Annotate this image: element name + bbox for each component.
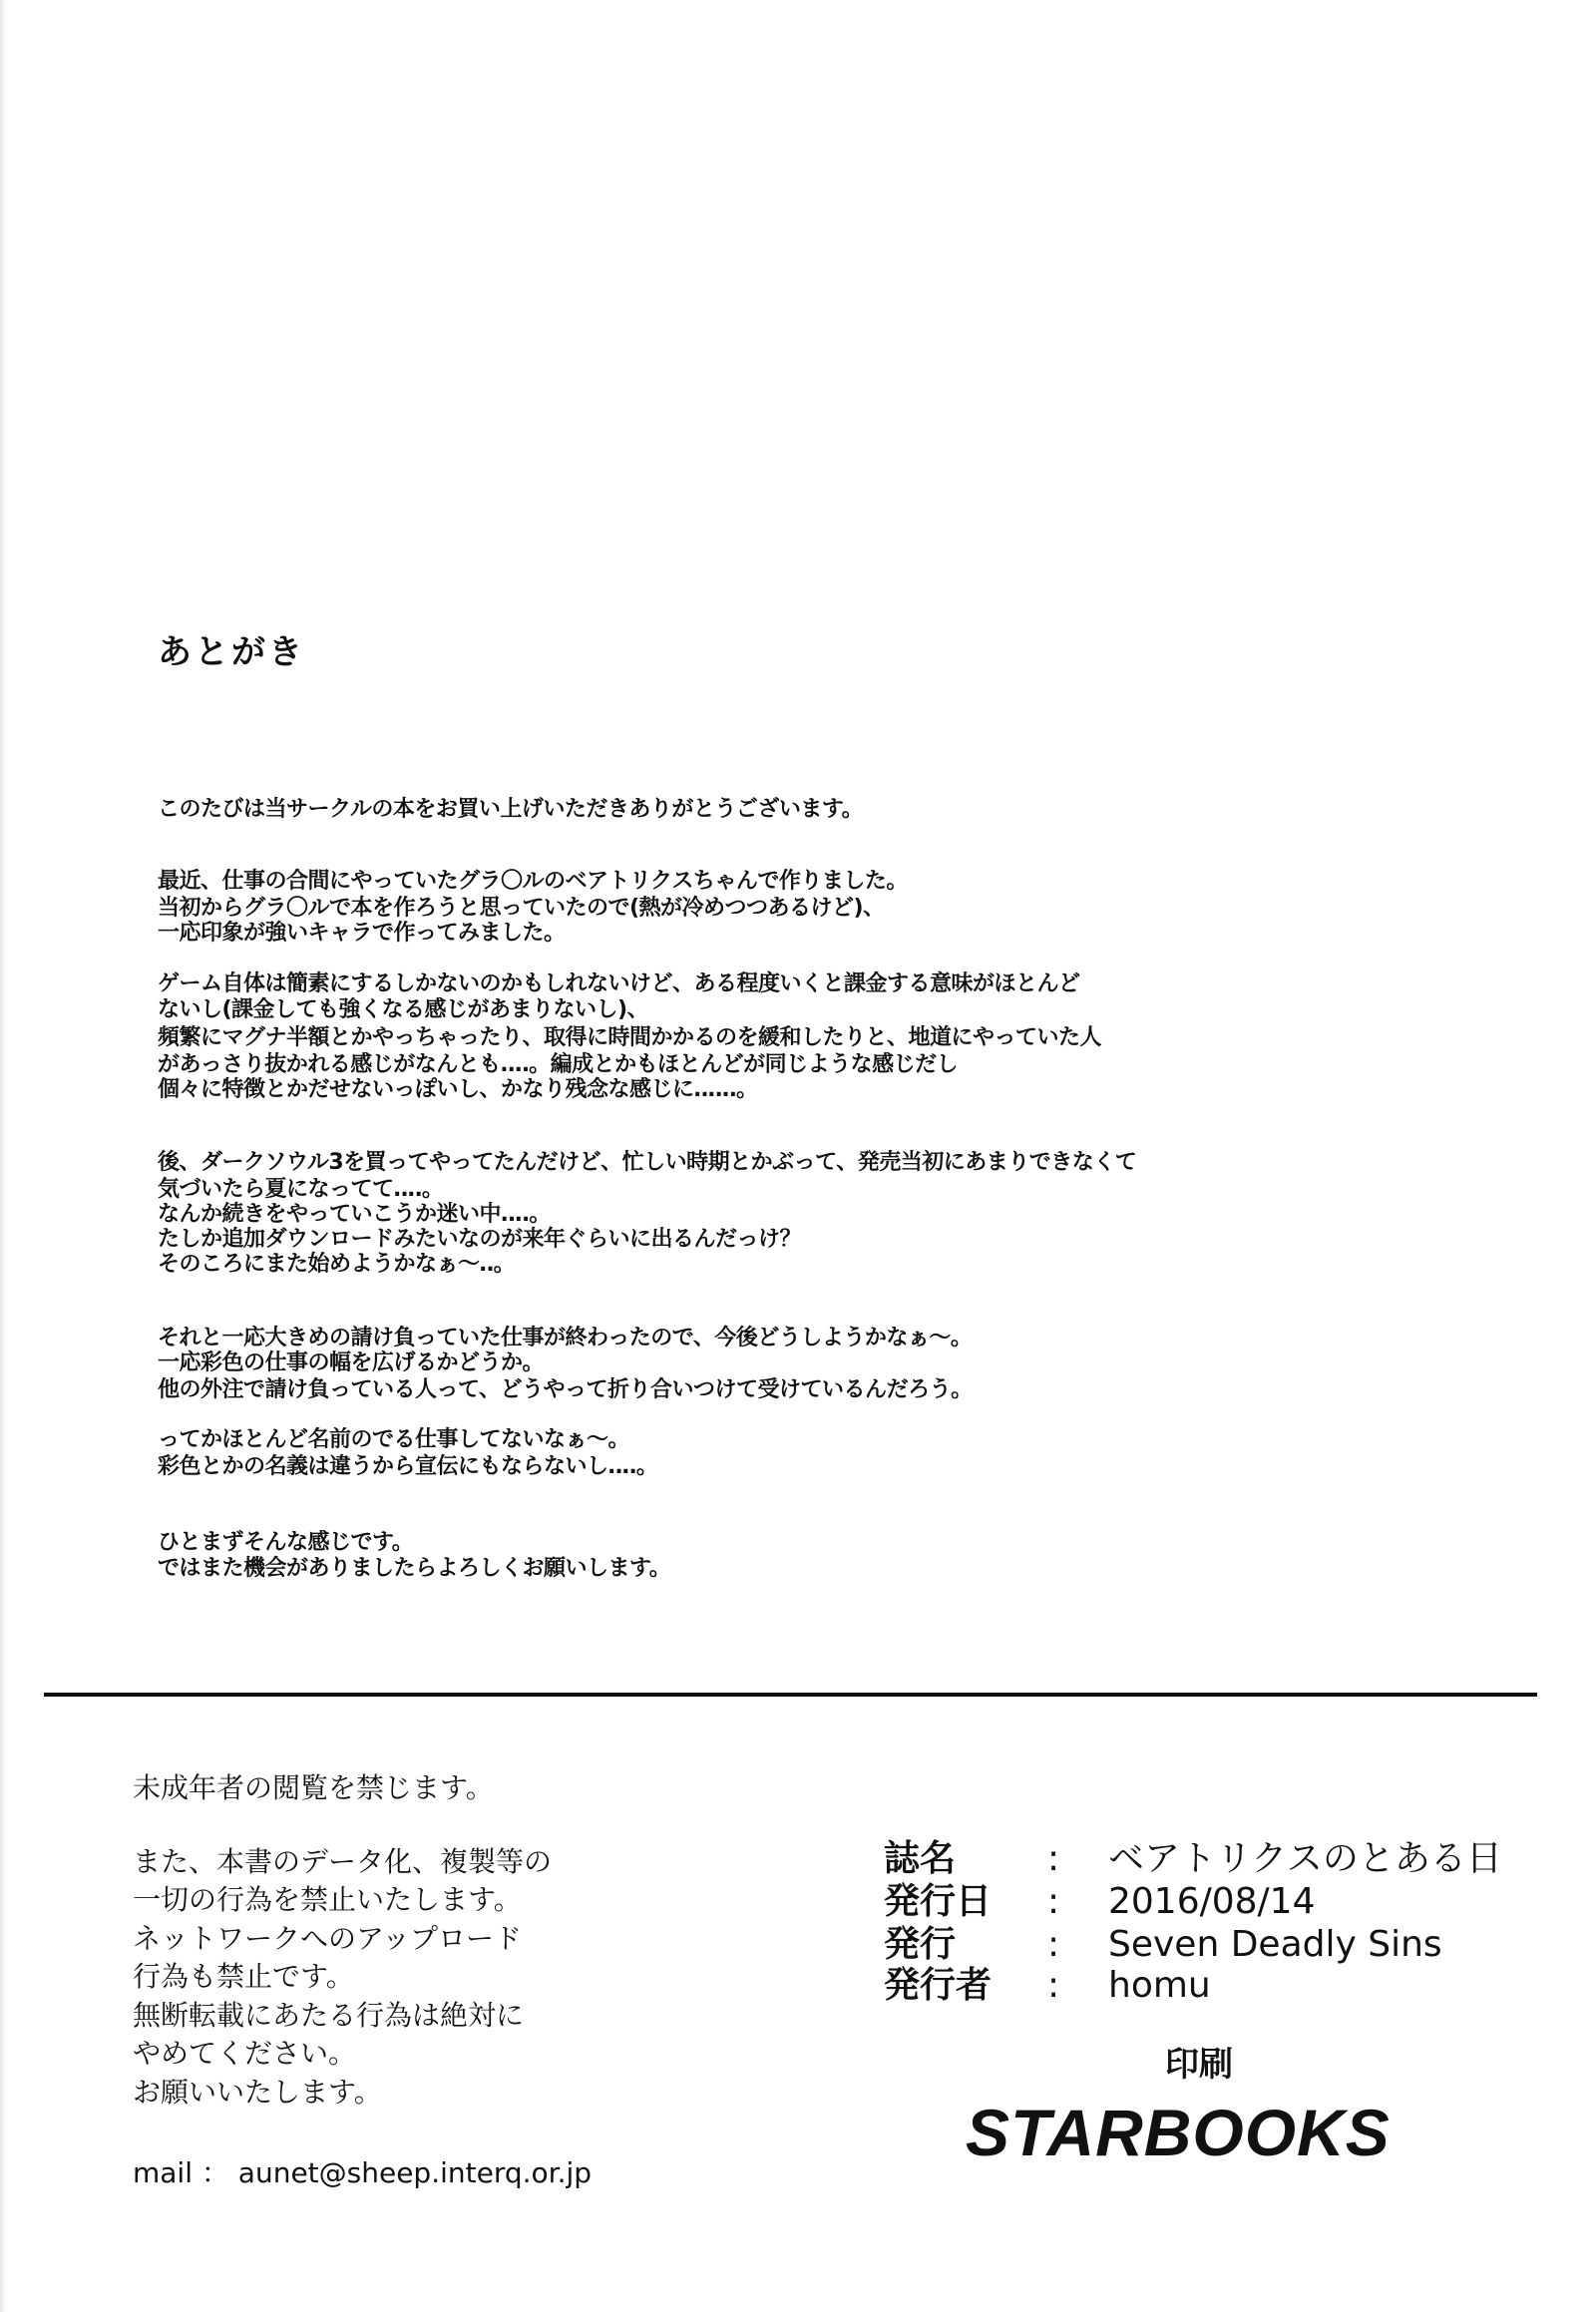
colophon-colon: :	[1047, 1924, 1060, 1965]
contact-mail: mail ： aunet@sheep.interq.or.jp	[133, 2156, 593, 2189]
colophon-colon: :	[1047, 1965, 1060, 2006]
colophon-label-publisher: 発行者	[884, 1965, 993, 2006]
body-line: そのころにまた始めようかなぁ～‥。	[158, 1252, 516, 1277]
body-line: 最近、仕事の合間にやっていたグラ〇ルのベアトリクスちゃんで作りました。	[158, 869, 908, 894]
body-line: 個々に特徴とかだせないっぽいし、かなり残念な感じに‥‥‥。	[158, 1077, 758, 1102]
body-line: 当初からグラ〇ルで本を作ろうと思っていたので(熱が冷めつつあるけど)、	[158, 896, 885, 921]
page-edge-shadow	[0, 0, 6, 2312]
afterword-title: あとがき	[158, 632, 305, 672]
colophon-value-publisher: homu	[1108, 1965, 1211, 2006]
printer-name: STARBOOKS	[966, 2096, 1391, 2169]
colophon-label-date: 発行日	[884, 1881, 993, 1922]
body-line: たしか追加ダウンロードみたいなのが来年ぐらいに出るんだっけ？	[158, 1227, 802, 1252]
body-line: 頻繁にマグナ半額とかやっちゃったり、取得に時間かかるのを緩和したりと、地道にやっていた人	[158, 1025, 1102, 1050]
body-line: 一応彩色の仕事の幅を広げるかどうか。	[158, 1350, 545, 1375]
body-line: 後、ダークソウル3を買ってやってたんだけど、忙しい時期とかぶって、発売当初にあまりできなくて	[158, 1150, 1137, 1175]
notice-line: やめてください。	[133, 2037, 357, 2070]
body-line: ないし(課金しても強くなる感じがあまりないし)、	[158, 997, 649, 1022]
body-line: ゲーム自体は簡素にするしかないのかもしれないけど、ある程度いくと課金する意味がほとんど	[158, 971, 1080, 996]
colophon-label-circle: 発行	[884, 1924, 957, 1965]
notice-line: ネットワークへのアップロード	[133, 1922, 523, 1955]
section-divider	[44, 1693, 1537, 1697]
body-line: 他の外注で請け負っている人って、どうやって折り合いつけて受けているんだろう。	[158, 1377, 973, 1402]
body-line: 一応印象が強いキャラで作ってみました。	[158, 921, 566, 946]
body-line: ってかほとんど名前のでる仕事してないなぁ～。	[158, 1427, 630, 1452]
colophon-value-circle: Seven Deadly Sins	[1108, 1924, 1442, 1965]
notice-line: また、本書のデータ化、複製等の	[133, 1845, 553, 1878]
colophon-label-title: 誌名	[884, 1838, 957, 1879]
body-line: 気づいたら夏になってて‥‥。	[158, 1177, 444, 1202]
notice-line: 無断転載にあたる行為は絶対に	[133, 1999, 525, 2032]
body-line: ではまた機会がありましたらよろしくお願いします。	[158, 1556, 671, 1581]
notice-line: お願いいたします。	[133, 2076, 382, 2109]
colophon-value-title: ベアトリクスのとある日	[1108, 1838, 1502, 1879]
colophon-colon: :	[1047, 1838, 1060, 1879]
body-line: それと一応大きめの請け負っていた仕事が終わったので、今後どうしようかなぁ～。	[158, 1326, 973, 1350]
colophon-value-date: 2016/08/14	[1108, 1881, 1316, 1922]
body-line: なんか続きをやっていこうか迷い中‥‥。	[158, 1202, 551, 1227]
notice-line: 行為も禁止です。	[133, 1960, 354, 1993]
notice-line: 未成年者の閲覧を禁じます。	[133, 1771, 494, 1804]
notice-line: 一切の行為を禁止いたします。	[133, 1883, 522, 1916]
body-line: 彩色とかの名義は違うから宣伝にもならないし‥‥。	[158, 1454, 658, 1479]
body-line: があっさり抜かれる感じがなんとも‥‥。編成とかもほとんどが同じような感じだし	[158, 1052, 959, 1077]
body-line: このたびは当サークルの本をお買い上げいただきありがとうございます。	[158, 797, 864, 822]
body-line: ひとまずそんな感じです。	[158, 1530, 414, 1555]
print-label: 印刷	[1165, 2045, 1233, 2085]
colophon-colon: :	[1047, 1881, 1060, 1922]
